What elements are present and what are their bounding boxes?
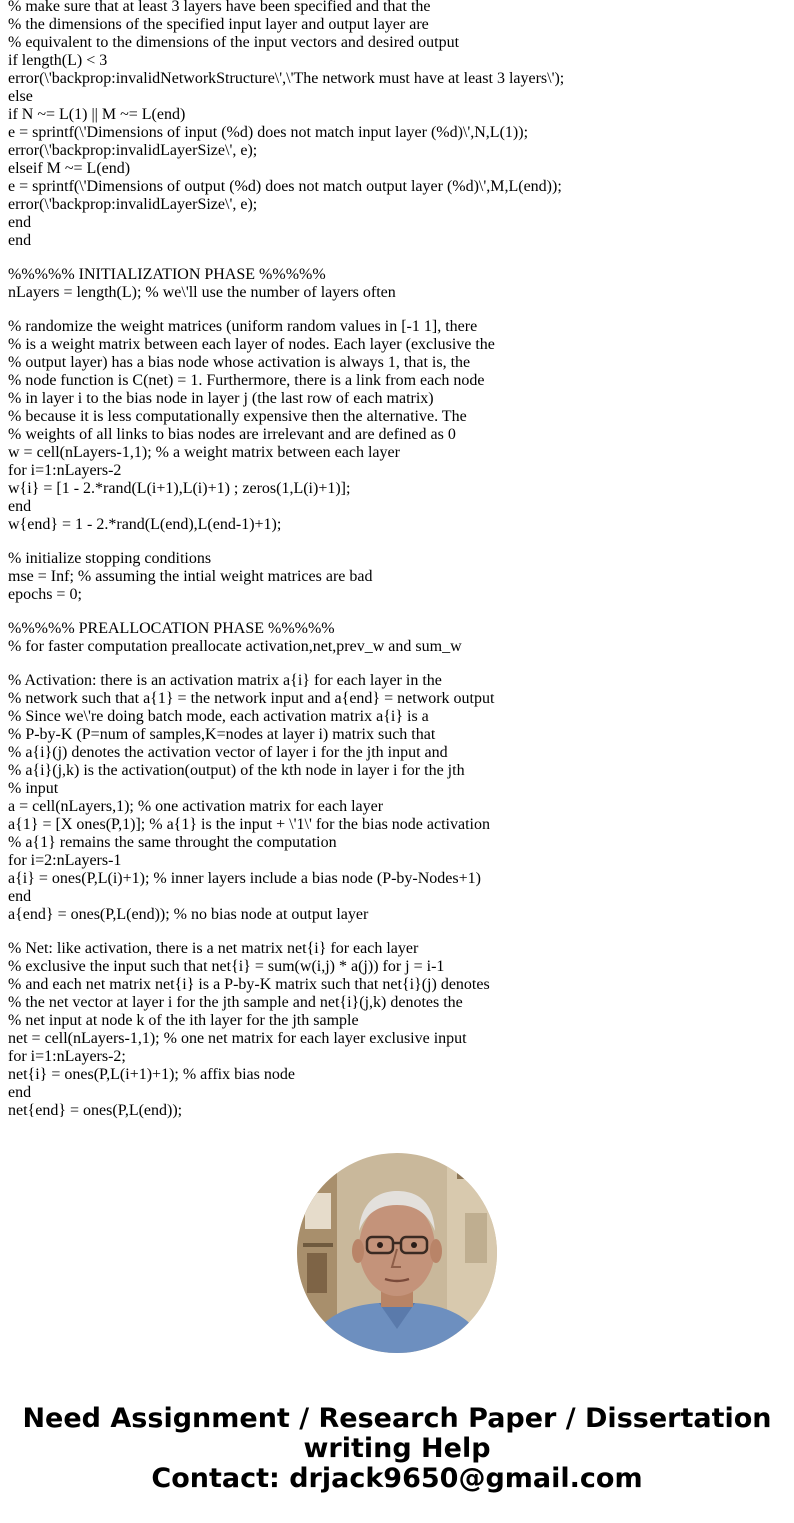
code-line: for i=2:nLayers-1 <box>8 852 122 869</box>
code-line: % make sure that at least 3 layers have been specified and that the <box>8 0 431 15</box>
code-line: % initialize stopping conditions <box>8 550 212 567</box>
code-line: % in layer i to the bias node in layer j (the last row of each matrix) <box>8 390 434 407</box>
code-line: net{end} = ones(P,L(end)); <box>8 1102 183 1119</box>
code-line: %%%%% INITIALIZATION PHASE %%%%% <box>8 266 326 283</box>
code-line: error(\'backprop:invalidLayerSize\', e); <box>8 142 258 159</box>
code-line: % a{i}(j) denotes the activation vector of layer i for the jth input and <box>8 744 448 761</box>
code-line: % exclusive the input such that net{i} = sum(w(i,j) * a(j)) for j = i-1 <box>8 958 445 975</box>
avatar <box>297 1153 497 1353</box>
code-line: % because it is less computationally expensive then the alternative. The <box>8 408 467 425</box>
code-line: error(\'backprop:invalidNetworkStructure\',\'The network must have at least 3 layers\'); <box>8 70 565 87</box>
footer-banner <box>0 1404 794 1494</box>
code-line: for i=1:nLayers-2; <box>8 1048 126 1065</box>
code-line: end <box>8 498 32 515</box>
code-line: % input <box>8 780 59 797</box>
code-line: a = cell(nLayers,1); % one activation matrix for each layer <box>8 798 384 815</box>
code-line: else <box>8 88 33 105</box>
code-block <box>8 0 788 250</box>
code-block <box>8 672 788 924</box>
code-line: a{i} = ones(P,L(i)+1); % inner layers include a bias node (P-by-Nodes+1) <box>8 870 481 887</box>
code-line: end <box>8 1084 32 1101</box>
code-line: %%%%% PREALLOCATION PHASE %%%%% <box>8 620 335 637</box>
code-line: % and each net matrix net{i} is a P-by-K matrix such that net{i}(j) denotes <box>8 976 490 993</box>
code-line: e = sprintf(\'Dimensions of input (%d) does not match input layer (%d)\',N,L(1)); <box>8 124 529 141</box>
code-line: % a{1} remains the same throught the computation <box>8 834 337 851</box>
code-line: end <box>8 232 32 249</box>
code-line: % equivalent to the dimensions of the input vectors and desired output <box>8 34 460 51</box>
code-line: % Net: like activation, there is a net matrix net{i} for each layer <box>8 940 419 957</box>
code-line: % a{i}(j,k) is the activation(output) of the kth node in layer i for the jth <box>8 762 465 779</box>
code-line: a{1} = [X ones(P,1)]; % a{1} is the input + \'1\' for the bias node activation <box>8 816 490 833</box>
footer-line-2: writing Help <box>303 1433 491 1464</box>
code-line: nLayers = length(L); % we\'ll use the number of layers often <box>8 284 396 301</box>
code-line: elseif M ~= L(end) <box>8 160 131 177</box>
code-line: epochs = 0; <box>8 586 82 603</box>
code-line: % P-by-K (P=num of samples,K=nodes at layer i) matrix such that <box>8 726 436 743</box>
code-line: % network such that a{1} = the network input and a{end} = network output <box>8 690 495 707</box>
code-line: % Activation: there is an activation matrix a{i} for each layer in the <box>8 672 442 689</box>
code-line: % net input at node k of the ith layer for the jth sample <box>8 1012 359 1029</box>
code-block <box>8 940 788 1120</box>
code-line: if N ~= L(1) || M ~= L(end) <box>8 106 186 123</box>
code-line: for i=1:nLayers-2 <box>8 462 122 479</box>
code-line: error(\'backprop:invalidLayerSize\', e); <box>8 196 258 213</box>
code-line: % weights of all links to bias nodes are irrelevant and are defined as 0 <box>8 426 456 443</box>
code-line: end <box>8 888 32 905</box>
footer-contact: Contact: drjack9650@gmail.com <box>151 1463 643 1494</box>
code-line: w{i} = [1 - 2.*rand(L(i+1),L(i)+1) ; zeros(1,L(i)+1)]; <box>8 480 351 497</box>
code-line: end <box>8 214 32 231</box>
code-block <box>8 266 788 302</box>
code-line: net{i} = ones(P,L(i+1)+1); % affix bias node <box>8 1066 295 1083</box>
code-line: if length(L) < 3 <box>8 52 108 69</box>
code-line: % output layer) has a bias node whose activation is always 1, that is, the <box>8 354 471 371</box>
code-line: % for faster computation preallocate activation,net,prev_w and sum_w <box>8 638 462 655</box>
code-block <box>8 620 788 656</box>
code-line: % node function is C(net) = 1. Furthermore, there is a link from each node <box>8 372 485 389</box>
code-listing <box>8 0 788 1136</box>
code-line: % the net vector at layer i for the jth sample and net{i}(j,k) denotes the <box>8 994 463 1011</box>
code-line: % the dimensions of the specified input layer and output layer are <box>8 16 429 33</box>
code-line: w{end} = 1 - 2.*rand(L(end),L(end-1)+1); <box>8 516 282 533</box>
code-line: % randomize the weight matrices (uniform random values in [-1 1], there <box>8 318 478 335</box>
code-block <box>8 550 788 604</box>
code-line: % Since we\'re doing batch mode, each activation matrix a{i} is a <box>8 708 429 725</box>
code-block <box>8 318 788 534</box>
avatar-photo <box>297 1153 497 1353</box>
code-line: a{end} = ones(P,L(end)); % no bias node at output layer <box>8 906 369 923</box>
code-line: net = cell(nLayers-1,1); % one net matrix for each layer exclusive input <box>8 1030 467 1047</box>
code-line: mse = Inf; % assuming the intial weight matrices are bad <box>8 568 373 585</box>
footer-line-1: Need Assignment / Research Paper / Dissertation <box>22 1403 772 1434</box>
code-line: % is a weight matrix between each layer of nodes. Each layer (exclusive the <box>8 336 495 353</box>
code-line: w = cell(nLayers-1,1); % a weight matrix between each layer <box>8 444 400 461</box>
code-line: e = sprintf(\'Dimensions of output (%d) does not match output layer (%d)\',M,L(end)); <box>8 178 562 195</box>
